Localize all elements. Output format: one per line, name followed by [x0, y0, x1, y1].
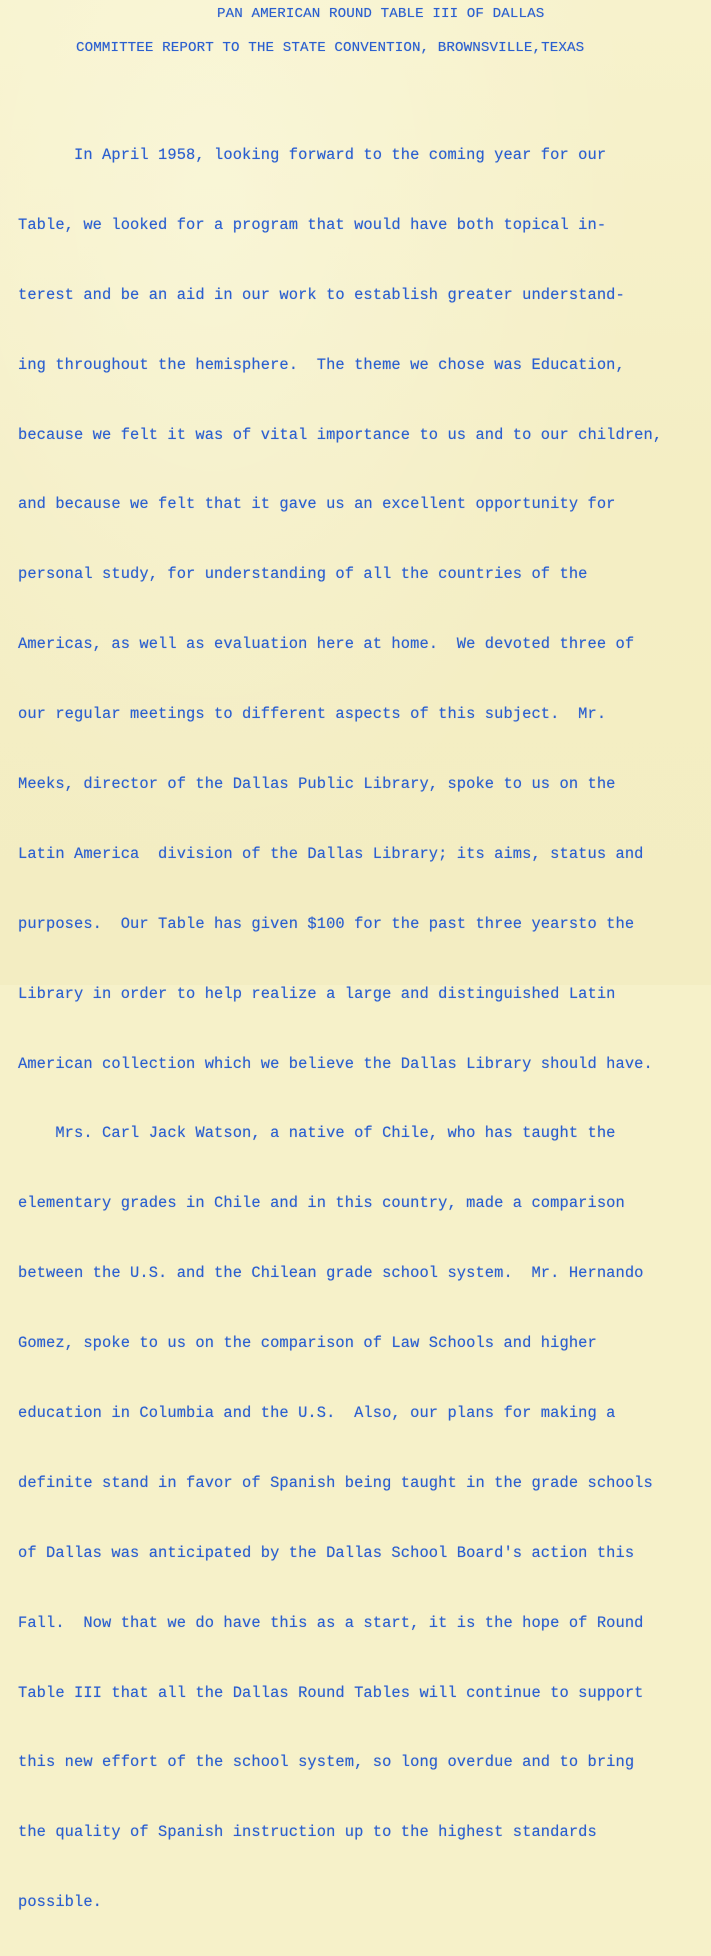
body-line: of Dallas was anticipated by the Dallas School Board's action this [18, 1543, 635, 1562]
body-line: personal study, for understanding of all the countries of the [18, 565, 588, 584]
body-line: our regular meetings to different aspects of this subject. Mr. [18, 705, 607, 724]
body-line: ing throughout the hemisphere. The theme we chose was Education, [18, 355, 625, 374]
body-line: terest and be an aid in our work to establish greater understand- [18, 285, 625, 304]
body-line: elementary grades in Chile and in this country, made a comparison [18, 1194, 625, 1213]
body-line: this new effort of the school system, so long overdue and to bring [18, 1753, 635, 1772]
body-line: Library in order to help realize a large and distinguished Latin [18, 984, 616, 1003]
body-line: Mrs. Carl Jack Watson, a native of Chile, who has taught the [18, 1124, 616, 1143]
body-line: between the U.S. and the Chilean grade school system. Mr. Hernando [18, 1264, 644, 1283]
body-line: the quality of Spanish instruction up to the highest standards [18, 1823, 597, 1842]
body-line: definite stand in favor of Spanish being taught in the grade schools [18, 1473, 653, 1492]
report-body [18, 103, 708, 1956]
body-line: In April 1958, looking forward to the coming year for our [18, 146, 607, 164]
body-line: education in Columbia and the U.S. Also, our plans for making a [18, 1404, 616, 1423]
body-line: Table, we looked for a program that would have both topical in- [18, 215, 607, 234]
document-title: PAN AMERICAN ROUND TABLE III OF DALLAS [217, 6, 545, 22]
body-line: Americas, as well as evaluation here at home. We devoted three of [18, 635, 635, 654]
body-line: Gomez, spoke to us on the comparison of Law Schools and higher [18, 1334, 597, 1353]
body-line: and because we felt that it gave us an excellent opportunity for [18, 495, 616, 514]
body-line: because we felt it was of vital importance to us and to our children, [18, 425, 663, 444]
body-line: purposes. Our Table has given $100 for the past three yearsto the [18, 914, 635, 933]
document-subtitle: COMMITTEE REPORT TO THE STATE CONVENTION, BROWNSVILLE,TEXAS [76, 40, 585, 56]
body-line: Meeks, director of the Dallas Public Library, spoke to us on the [18, 775, 616, 794]
body-line: Table III that all the Dallas Round Tables will continue to support [18, 1683, 644, 1702]
body-line: Latin America division of the Dallas Library; its aims, status and [18, 844, 644, 863]
body-line: Fall. Now that we do have this as a start, it is the hope of Round [18, 1613, 644, 1632]
body-line: American collection which we believe the Dallas Library should have. [18, 1054, 653, 1073]
body-line: possible. [18, 1893, 103, 1912]
